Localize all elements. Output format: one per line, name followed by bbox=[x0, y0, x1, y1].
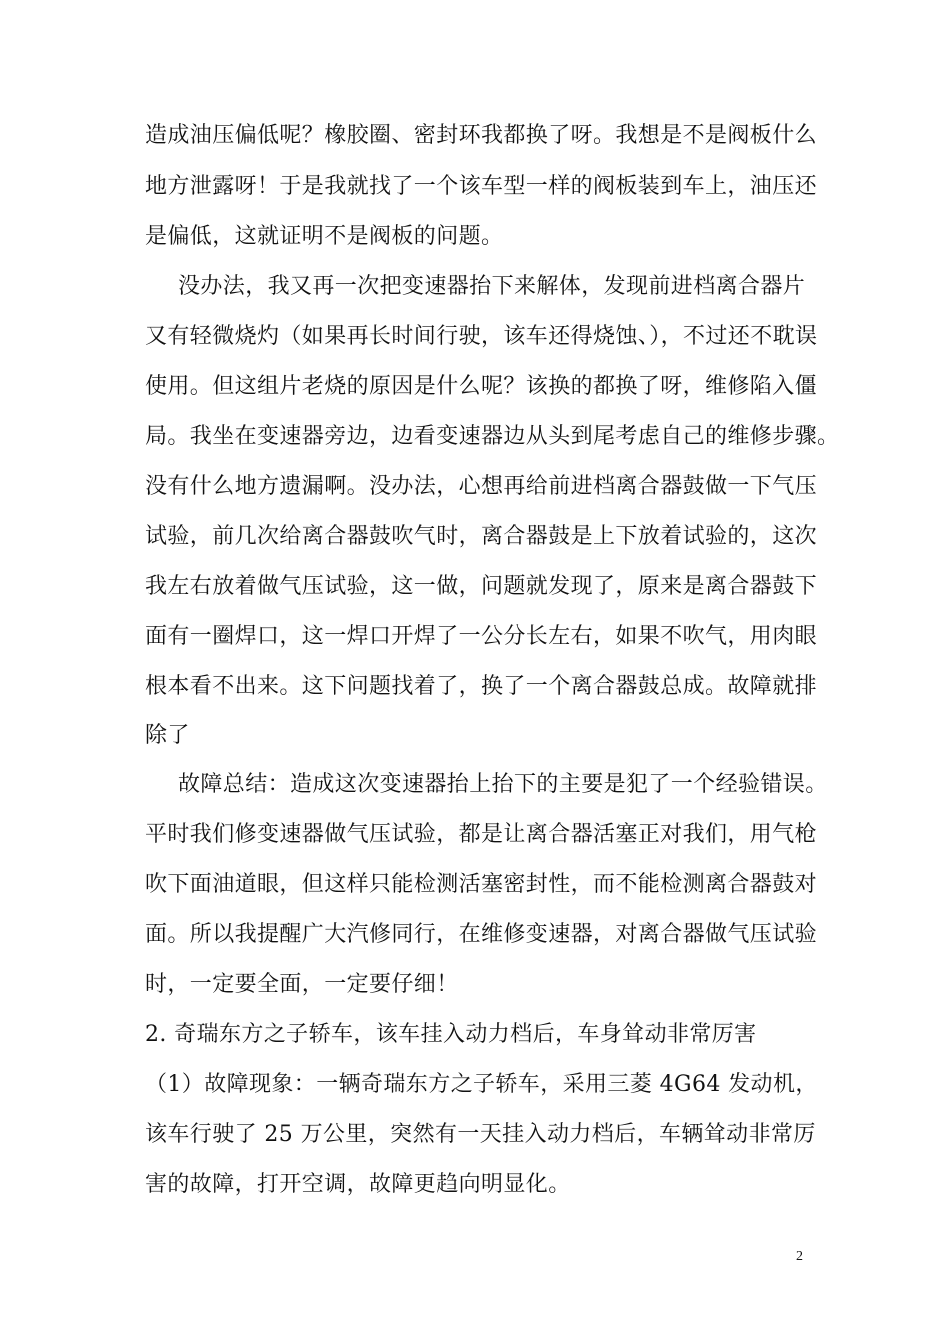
text-line: 根本看不出来。这下问题找着了，换了一个离合器鼓总成。故障就排 bbox=[145, 674, 818, 699]
text-line: 使用。但这组片老烧的原因是什么呢？该换的都换了呀，维修陷入僵 bbox=[145, 374, 818, 399]
text-line: 又有轻微烧灼（如果再长时间行驶，该车还得烧蚀、），不过还不耽误 bbox=[145, 324, 818, 349]
page-number: 2 bbox=[796, 1249, 803, 1264]
text-line: 平时我们修变速器做气压试验，都是让离合器活塞正对我们，用气枪 bbox=[145, 822, 818, 847]
text-line: 造成油压偏低呢？橡胶圈、密封环我都换了呀。我想是不是阀板什么 bbox=[145, 123, 818, 148]
text-line: 除了 bbox=[145, 723, 190, 748]
text-line: 害的故障，打开空调，故障更趋向明显化。 bbox=[145, 1172, 571, 1197]
subsection-first-line: （1）故障现象：一辆奇瑞东方之子轿车，采用三菱 4G64 发动机， bbox=[145, 1072, 818, 1097]
text-line: 没有什么地方遗漏啊。没办法，心想再给前进档离合器鼓做一下气压 bbox=[145, 474, 818, 499]
paragraph-first-line: 没办法，我又再一次把变速器抬下来解体，发现前进档离合器片 bbox=[178, 274, 806, 299]
text-line: 时，一定要全面，一定要仔细！ bbox=[145, 972, 459, 997]
text-line: 面。所以我提醒广大汽修同行，在维修变速器，对离合器做气压试验 bbox=[145, 922, 818, 947]
text-line: 地方泄露呀！于是我就找了一个该车型一样的阀板装到车上，油压还 bbox=[145, 174, 818, 199]
text-line: 吹下面油道眼，但这样只能检测活塞密封性，而不能检测离合器鼓对 bbox=[145, 872, 818, 897]
section-heading: 2. 奇瑞东方之子轿车，该车挂入动力档后，车身耸动非常厉害 bbox=[145, 1022, 757, 1047]
text-line: 局。我坐在变速器旁边，边看变速器边从头到尾考虑自己的维修步骤。 bbox=[145, 424, 840, 449]
text-line: 试验，前几次给离合器鼓吹气时，离合器鼓是上下放着试验的，这次 bbox=[145, 524, 818, 549]
text-line: 是偏低，这就证明不是阀板的问题。 bbox=[145, 224, 504, 249]
paragraph-first-line: 故障总结：造成这次变速器抬上抬下的主要是犯了一个经验错误。 bbox=[178, 772, 828, 797]
text-line: 该车行驶了 25 万公里，突然有一天挂入动力档后，车辆耸动非常厉 bbox=[145, 1122, 816, 1147]
text-line: 面有一圈焊口，这一焊口开焊了一公分长左右，如果不吹气，用肉眼 bbox=[145, 624, 818, 649]
text-line: 我左右放着做气压试验，这一做，问题就发现了，原来是离合器鼓下 bbox=[145, 574, 818, 599]
